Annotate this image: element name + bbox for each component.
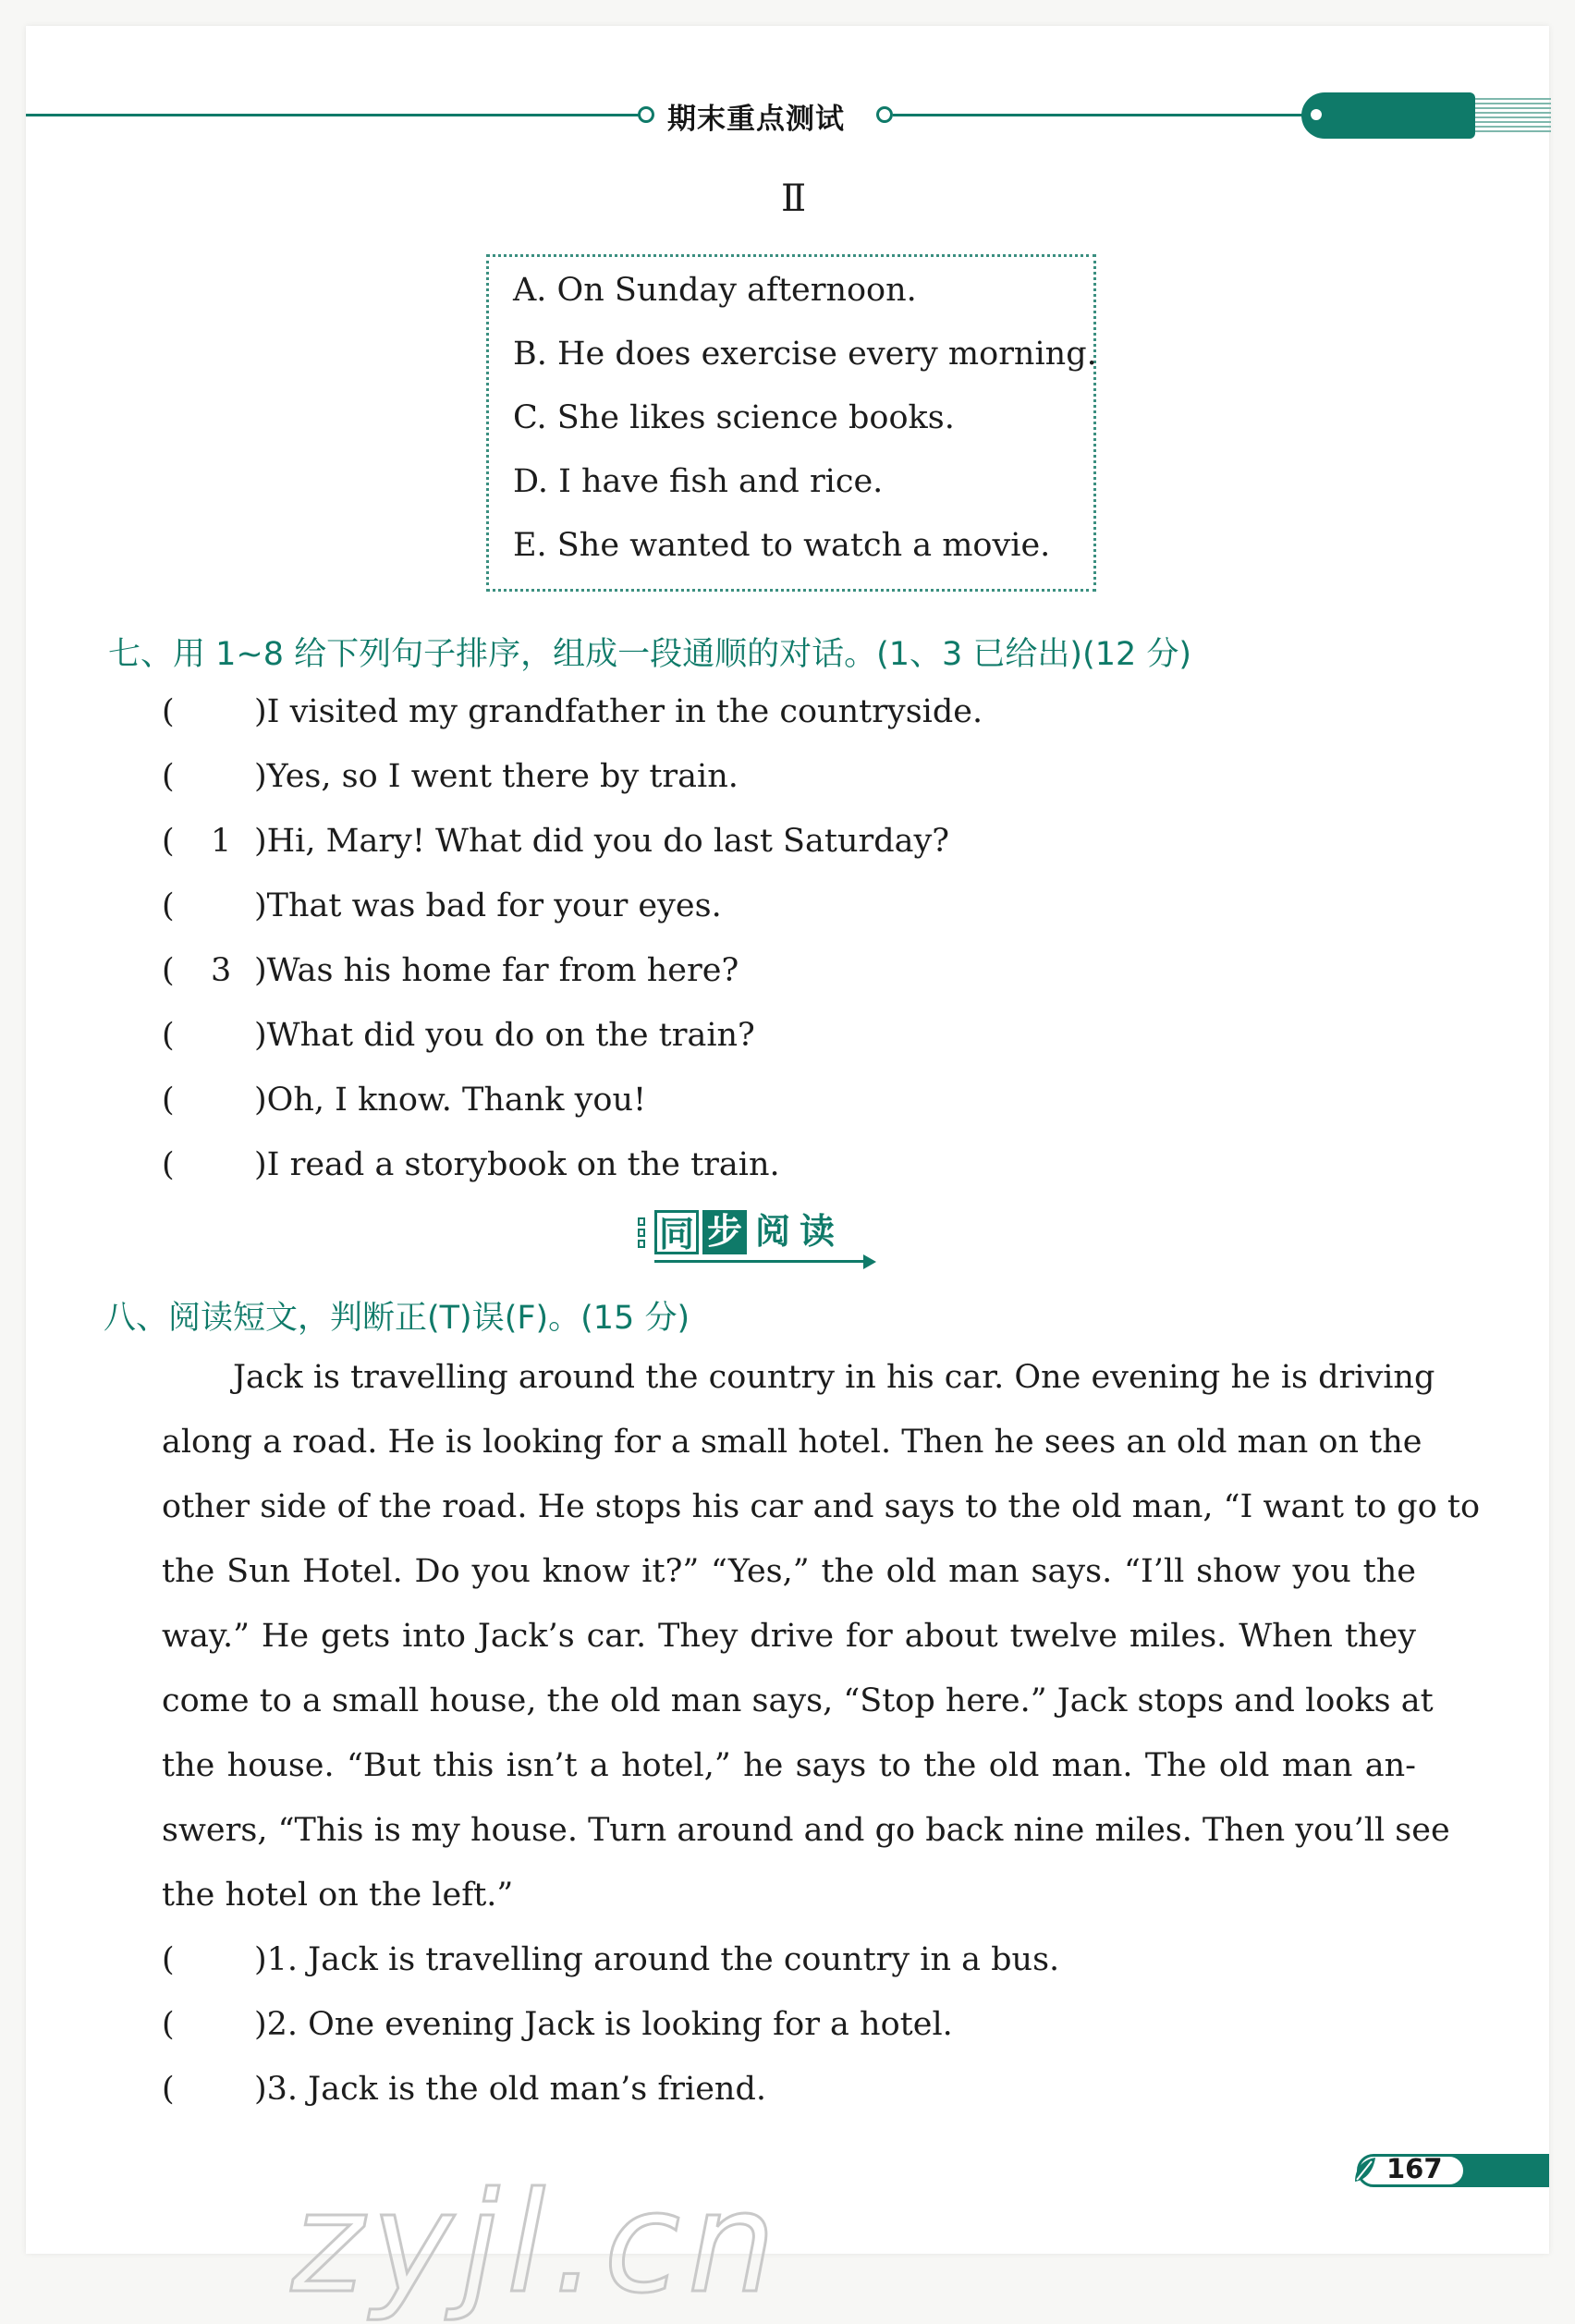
question-text: )1. Jack is travelling around the country in a bus.	[254, 1941, 1060, 1978]
header-title: 期末重点测试	[667, 103, 845, 136]
passage-line: Jack is travelling around the country in his car. One evening he is driving	[233, 1359, 1435, 1396]
banner-char: 同	[654, 1210, 699, 1254]
option-e: E. She wanted to watch a movie.	[513, 527, 1051, 564]
paren: (	[162, 2071, 175, 2108]
passage-line: way.” He gets into Jack’s car. They drive for about twelve miles. When they	[162, 1618, 1416, 1655]
header-rule-left	[26, 114, 641, 116]
passage-line: along a road. He is looking for a small hotel. Then he sees an old man on the	[162, 1424, 1422, 1461]
order-text: )Yes, so I went there by train.	[254, 758, 739, 795]
passage-line: the Sun Hotel. Do you know it?” “Yes,” the old man says. “I’ll show you the	[162, 1553, 1416, 1590]
order-text: )That was bad for your eyes.	[254, 887, 722, 924]
option-a: A. On Sunday afternoon.	[513, 272, 917, 309]
paren: (	[162, 1082, 175, 1119]
order-text: )What did you do on the train?	[254, 1017, 755, 1054]
watermark: zyjl.cn	[291, 2163, 784, 2324]
reading-banner	[638, 1210, 887, 1266]
paren: (	[162, 758, 175, 795]
page-number: 167	[1386, 2153, 1443, 2184]
banner-char: 步	[702, 1210, 747, 1254]
paren: (	[162, 952, 175, 989]
question-text: )2. One evening Jack is looking for a hotel.	[254, 2006, 953, 2043]
header-tab	[1301, 92, 1475, 139]
header-rule-right-start	[876, 106, 893, 123]
option-c: C. She likes science books.	[513, 399, 955, 436]
header-stripes	[1475, 98, 1551, 135]
leaf-icon	[1351, 2154, 1379, 2187]
banner-arrowhead-icon	[863, 1254, 876, 1269]
passage-line: come to a small house, the old man says, “Stop here.” Jack stops and looks at	[162, 1682, 1434, 1719]
paren: (	[162, 887, 175, 924]
header-rule-left-end	[638, 106, 654, 123]
paren: (	[162, 2006, 175, 2043]
options-box	[486, 254, 1096, 592]
question-text: )3. Jack is the old man’s friend.	[254, 2071, 767, 2108]
order-text: )Oh, I know. Thank you!	[254, 1082, 647, 1119]
part-label: Ⅱ	[781, 177, 807, 220]
banner-char: 读	[799, 1211, 835, 1252]
order-text: )Hi, Mary! What did you do last Saturday?	[254, 823, 950, 860]
option-b: B. He does exercise every morning.	[513, 336, 1097, 373]
order-text: )I read a storybook on the train.	[254, 1146, 780, 1183]
paren: (	[162, 1017, 175, 1054]
paren: (	[162, 1941, 175, 1978]
option-d: D. I have fish and rice.	[513, 463, 884, 500]
section7-heading: 七、用 1~8 给下列句子排序，组成一段通顺的对话。(1、3 已给出)(12 分)	[108, 636, 1192, 673]
header-tab-dot-icon	[1311, 109, 1322, 120]
order-text: )Was his home far from here?	[254, 952, 739, 989]
passage-line: swers, “This is my house. Turn around and go back nine miles. Then you’ll see	[162, 1812, 1450, 1849]
passage-line: the house. “But this isn’t a hotel,” he says to the old man. The old man an-	[162, 1747, 1416, 1784]
header-rule-right	[893, 114, 1305, 116]
order-number[interactable]: 1	[211, 823, 232, 860]
paren: (	[162, 693, 175, 730]
order-number[interactable]: 3	[211, 952, 232, 989]
banner-arrow	[654, 1260, 865, 1263]
paren: (	[162, 823, 175, 860]
section8-heading: 八、阅读短文，判断正(T)误(F)。(15 分)	[104, 1300, 690, 1337]
banner-squares-icon	[638, 1217, 647, 1251]
banner-char: 阅	[754, 1211, 790, 1252]
order-text: )I visited my grandfather in the countryside.	[254, 693, 983, 730]
paren: (	[162, 1146, 175, 1183]
passage-line: the hotel on the left.”	[162, 1877, 514, 1914]
passage-line: other side of the road. He stops his car and says to the old man, “I want to go to	[162, 1488, 1481, 1525]
